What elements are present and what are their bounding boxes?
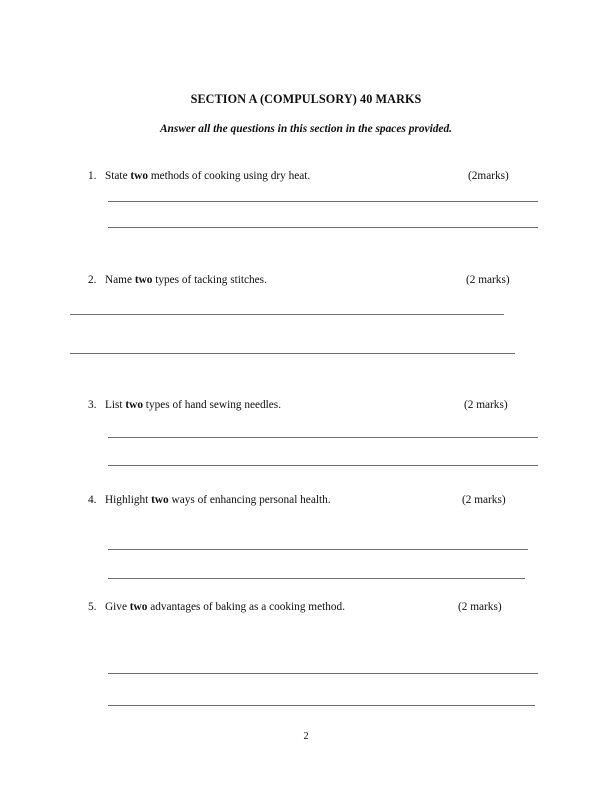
answer-line[interactable] [70,314,504,315]
question-3-text [105,399,281,411]
question-4-text-before: Highlight [105,494,152,506]
question-5-marks: (2 marks) [458,601,502,613]
answer-line[interactable] [108,437,538,438]
question-4-emphasis: two [151,494,169,506]
question-2-number: 2. [88,274,97,286]
question-1-text [105,170,310,182]
question-4-text [105,494,331,506]
question-5-text-after: advantages of baking as a cooking method. [147,601,346,613]
answer-line[interactable] [108,673,538,674]
question-3-text-after: types of hand sewing needles. [142,399,282,411]
question-5-number: 5. [88,601,97,613]
question-1-marks: (2marks) [468,170,509,182]
question-1-emphasis: two [130,170,148,182]
answer-line[interactable] [108,201,538,202]
question-3-marks: (2 marks) [464,399,508,411]
question-5-text-before: Give [105,601,130,613]
page-number: 2 [303,731,309,742]
answer-line[interactable] [70,353,515,354]
answer-line[interactable] [108,705,535,706]
question-4-number: 4. [88,494,97,506]
question-4-marks: (2 marks) [462,494,506,506]
question-5-emphasis: two [129,601,148,613]
question-1-text-after: methods of cooking using dry heat. [148,170,311,182]
question-3-text-before: List [105,399,126,411]
section-instruction: Answer all the questions in this section in the spaces provided. [159,123,453,135]
question-3-emphasis: two [125,399,143,411]
question-2-text-before: Name [105,274,135,286]
question-2-emphasis: two [134,274,153,286]
question-2-text [105,274,267,286]
answer-line[interactable] [108,549,528,550]
question-4-text-after: ways of enhancing personal health. [168,494,331,506]
question-2-marks: (2 marks) [466,274,510,286]
question-1-number: 1. [88,170,97,182]
answer-line[interactable] [108,227,538,228]
answer-line[interactable] [108,578,525,579]
question-3-number: 3. [88,399,97,411]
answer-line[interactable] [108,465,538,466]
question-5-text [105,601,345,613]
section-heading: SECTION A (COMPULSORY) 40 MARKS [190,92,422,106]
question-2-text-after: types of tacking stitches. [152,274,267,286]
question-1-text-before: State [105,170,131,182]
